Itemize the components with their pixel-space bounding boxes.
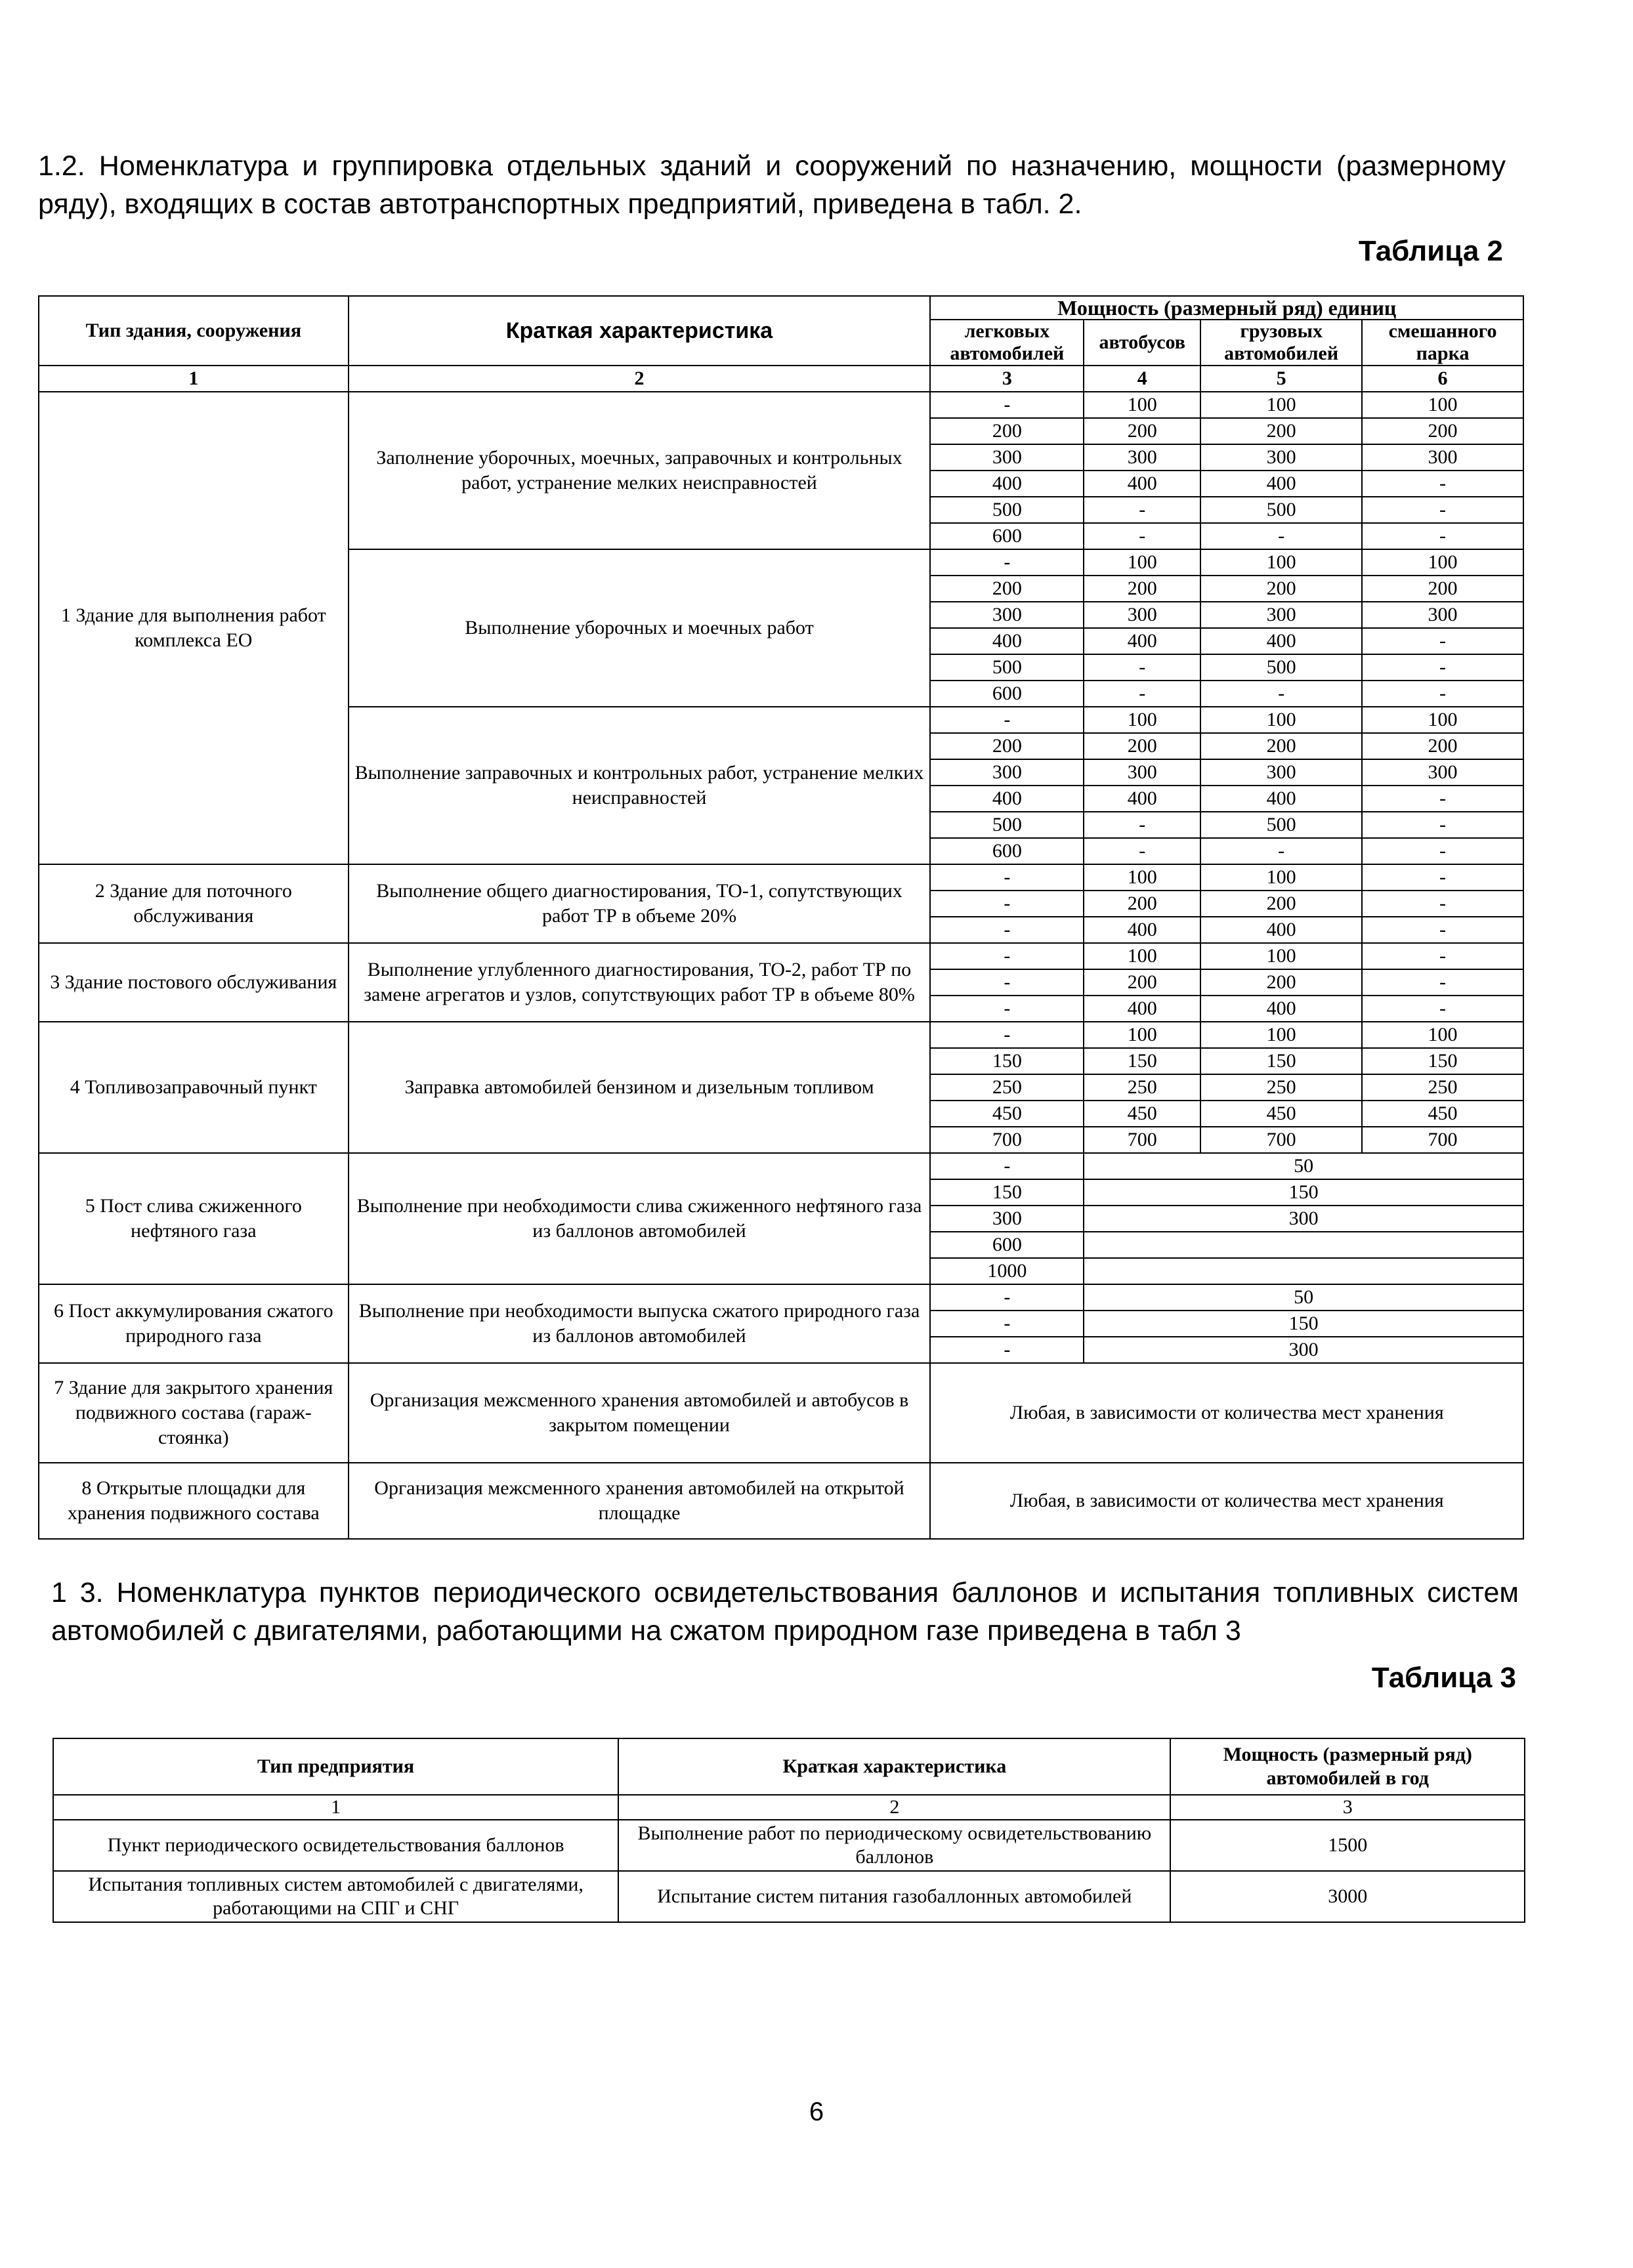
capacity-value: 1500 — [1170, 1820, 1525, 1871]
capacity-value: - — [1084, 681, 1200, 707]
characteristic: Выполнение при необходимости выпуска сжатого природного газа из баллонов автомобилей — [349, 1284, 931, 1363]
col-number: 5 — [1200, 366, 1362, 392]
capacity-value: 400 — [1200, 786, 1362, 812]
capacity-value: 250 — [1362, 1074, 1523, 1101]
table-3 — [53, 1738, 1525, 1923]
capacity-value: - — [1362, 812, 1523, 838]
capacity-value: - — [930, 891, 1084, 917]
capacity-value: - — [930, 1022, 1084, 1048]
capacity-value: - — [930, 969, 1084, 996]
capacity-value: 200 — [1084, 576, 1200, 602]
capacity-value: 150 — [1362, 1048, 1523, 1074]
capacity-value: 300 — [1362, 444, 1523, 471]
table-row — [39, 1463, 1523, 1539]
capacity-value: 450 — [1200, 1101, 1362, 1127]
capacity-value: 100 — [1200, 707, 1362, 733]
table-row — [39, 1284, 1523, 1311]
header-enterprise-type: Тип предприятия — [53, 1738, 618, 1795]
capacity-value: - — [930, 943, 1084, 969]
capacity-value: 200 — [1362, 576, 1523, 602]
capacity-value: 400 — [1084, 917, 1200, 943]
capacity-value: 150 — [1084, 1048, 1200, 1074]
characteristic: Заполнение уборочных, моечных, заправочных и контрольных работ, устранение мелких неисправностей — [349, 392, 931, 549]
capacity-value: - — [1200, 523, 1362, 549]
capacity-value: 100 — [1362, 392, 1523, 418]
capacity-value: 400 — [1084, 471, 1200, 497]
table-row — [39, 1153, 1523, 1179]
capacity-value: Любая, в зависимости от количества мест хранения — [930, 1463, 1523, 1539]
capacity-value: 100 — [1084, 864, 1200, 891]
capacity-value: 400 — [930, 471, 1084, 497]
table2-column-numbers — [39, 366, 1523, 392]
building-type: 1 Здание для выполнения работ комплекса ЕО — [39, 392, 349, 864]
characteristic: Выполнение общего диагностирования, ТО-1, сопутствующих работ ТР в объеме 20% — [349, 864, 931, 943]
characteristic: Заправка автомобилей бензином и дизельным топливом — [349, 1022, 931, 1153]
capacity-value: - — [1362, 786, 1523, 812]
capacity-value: 100 — [1200, 943, 1362, 969]
col-number: 1 — [39, 366, 349, 392]
capacity-value: 200 — [1084, 733, 1200, 759]
capacity-value: 200 — [1084, 969, 1200, 996]
capacity-value: - — [1200, 681, 1362, 707]
capacity-value: 500 — [930, 654, 1084, 681]
building-type: 8 Открытые площадки для хранения подвижного состава — [39, 1463, 349, 1539]
capacity-value: - — [930, 1311, 1084, 1337]
capacity-value: 700 — [1084, 1127, 1200, 1153]
header-buses: автобусов — [1084, 320, 1200, 366]
characteristic: Выполнение заправочных и контрольных работ, устранение мелких неисправностей — [349, 707, 931, 864]
table-row — [39, 1022, 1523, 1048]
capacity-value: 200 — [1362, 733, 1523, 759]
capacity-value: 200 — [1084, 891, 1200, 917]
capacity-value: - — [930, 1337, 1084, 1363]
characteristic: Выполнение при необходимости слива сжиженного нефтяного газа из баллонов автомобилей — [349, 1153, 931, 1284]
header-characteristic: Краткая характеристика — [618, 1738, 1170, 1795]
enterprise-type: Пункт периодического освидетельствования баллонов — [53, 1820, 618, 1871]
capacity-value: 200 — [1200, 969, 1362, 996]
col-number: 2 — [349, 366, 931, 392]
capacity-value: - — [930, 917, 1084, 943]
capacity-value: 50 — [1084, 1284, 1523, 1311]
capacity-value: 600 — [930, 681, 1084, 707]
header-capacity: Мощность (размерный ряд) единиц — [930, 296, 1523, 320]
capacity-value — [1084, 1232, 1523, 1258]
capacity-value: 150 — [1084, 1179, 1523, 1206]
capacity-value: 100 — [1200, 864, 1362, 891]
capacity-value: 100 — [1084, 392, 1200, 418]
capacity-value: - — [930, 1284, 1084, 1311]
capacity-value: 300 — [1362, 759, 1523, 786]
header-capacity: Мощность (размерный ряд) автомобилей в год — [1170, 1738, 1525, 1795]
capacity-value: 450 — [1084, 1101, 1200, 1127]
capacity-value: - — [1362, 523, 1523, 549]
capacity-value: 300 — [930, 1206, 1084, 1232]
table-row — [53, 1871, 1525, 1922]
capacity-value: 500 — [1200, 654, 1362, 681]
capacity-value: 100 — [1362, 707, 1523, 733]
building-type: 6 Пост аккумулирования сжатого природного газа — [39, 1284, 349, 1363]
capacity-value: - — [1084, 523, 1200, 549]
capacity-value: 1000 — [930, 1258, 1084, 1284]
building-type: 3 Здание постового обслуживания — [39, 943, 349, 1022]
capacity-value: 400 — [930, 628, 1084, 654]
capacity-value: 200 — [930, 576, 1084, 602]
capacity-value: - — [1362, 838, 1523, 864]
capacity-value: 600 — [930, 523, 1084, 549]
capacity-value: - — [1084, 812, 1200, 838]
characteristic: Выполнение уборочных и моечных работ — [349, 549, 931, 707]
capacity-value: 400 — [1200, 917, 1362, 943]
col-number: 3 — [1170, 1795, 1525, 1820]
capacity-value: - — [1362, 996, 1523, 1022]
capacity-value: - — [930, 707, 1084, 733]
capacity-value: 600 — [930, 838, 1084, 864]
characteristic: Организация межсменного хранения автомобилей на открытой площадке — [349, 1463, 931, 1539]
capacity-value: 100 — [1084, 707, 1200, 733]
capacity-value: 3000 — [1170, 1871, 1525, 1922]
header-cars: легковых автомобилей — [930, 320, 1084, 366]
capacity-value: 500 — [930, 497, 1084, 523]
table-row — [39, 943, 1523, 969]
building-type: 7 Здание для закрытого хранения подвижного состава (гараж-стоянка) — [39, 1363, 349, 1463]
capacity-value: - — [1084, 838, 1200, 864]
capacity-value: 400 — [1084, 996, 1200, 1022]
capacity-value: 250 — [1200, 1074, 1362, 1101]
table-2 — [38, 295, 1524, 1540]
capacity-value: 400 — [930, 786, 1084, 812]
capacity-value: - — [930, 549, 1084, 576]
header-type: Тип здания, сооружения — [39, 296, 349, 366]
capacity-value: - — [1362, 943, 1523, 969]
intro-paragraph: 1.2. Номенклатура и группировка отдельных зданий и сооружений по назначению, мощности (размерному ряду), входящих в состав автотранспортных предприятий, приведена в табл. 2. — [38, 150, 1506, 220]
capacity-value: 700 — [930, 1127, 1084, 1153]
capacity-value: 450 — [1362, 1101, 1523, 1127]
capacity-value: 700 — [1200, 1127, 1362, 1153]
table2-header-row-1 — [39, 296, 1523, 320]
header-trucks: грузовых автомобилей — [1200, 320, 1362, 366]
header-mixed: смешанного парка — [1362, 320, 1523, 366]
capacity-value: 400 — [1200, 471, 1362, 497]
capacity-value: 300 — [1084, 602, 1200, 628]
capacity-value: 200 — [1200, 891, 1362, 917]
col-number: 6 — [1362, 366, 1523, 392]
capacity-value: 600 — [930, 1232, 1084, 1258]
capacity-value: 500 — [1200, 497, 1362, 523]
capacity-value: 700 — [1362, 1127, 1523, 1153]
capacity-value: - — [1084, 654, 1200, 681]
capacity-value: - — [1362, 628, 1523, 654]
characteristic: Выполнение работ по периодическому освидетельствованию баллонов — [618, 1820, 1170, 1871]
characteristic: Испытание систем питания газобаллонных автомобилей — [618, 1871, 1170, 1922]
capacity-value: - — [930, 864, 1084, 891]
table-row — [39, 392, 1523, 418]
capacity-value: 300 — [930, 602, 1084, 628]
capacity-value: 50 — [1084, 1153, 1523, 1179]
capacity-value: - — [1362, 471, 1523, 497]
capacity-value: 300 — [1084, 444, 1200, 471]
capacity-value: Любая, в зависимости от количества мест хранения — [930, 1363, 1523, 1463]
capacity-value: - — [1362, 917, 1523, 943]
table2-caption: Таблица 2 — [1358, 235, 1503, 267]
capacity-value: - — [1362, 497, 1523, 523]
capacity-value: - — [930, 392, 1084, 418]
capacity-value: 300 — [930, 444, 1084, 471]
table3-column-numbers — [53, 1795, 1525, 1820]
capacity-value: 400 — [1200, 996, 1362, 1022]
capacity-value: 300 — [1084, 1337, 1523, 1363]
table-row — [53, 1820, 1525, 1871]
capacity-value: 250 — [930, 1074, 1084, 1101]
page-number: 6 — [809, 2097, 824, 2126]
capacity-value: 100 — [1200, 392, 1362, 418]
capacity-value: 100 — [1200, 1022, 1362, 1048]
capacity-value: 200 — [1084, 418, 1200, 444]
capacity-value: - — [1084, 497, 1200, 523]
col-number: 3 — [930, 366, 1084, 392]
capacity-value: - — [1362, 654, 1523, 681]
building-type: 4 Топливозаправочный пункт — [39, 1022, 349, 1153]
capacity-value: 200 — [1200, 733, 1362, 759]
capacity-value: 150 — [930, 1179, 1084, 1206]
capacity-value: - — [930, 1153, 1084, 1179]
capacity-value: 300 — [1200, 759, 1362, 786]
capacity-value: 300 — [1084, 1206, 1523, 1232]
capacity-value: 400 — [1084, 786, 1200, 812]
characteristic: Организация межсменного хранения автомобилей и автобусов в закрытом помещении — [349, 1363, 931, 1463]
capacity-value: 300 — [930, 759, 1084, 786]
capacity-value: - — [1362, 864, 1523, 891]
col-number: 2 — [618, 1795, 1170, 1820]
capacity-value: 450 — [930, 1101, 1084, 1127]
capacity-value: 400 — [1084, 628, 1200, 654]
capacity-value — [1084, 1258, 1523, 1284]
characteristic: Выполнение углубленного диагностирования, ТО-2, работ ТР по замене агрегатов и узлов, сопутствующих работ ТР в объеме 80% — [349, 943, 931, 1022]
capacity-value: - — [1200, 838, 1362, 864]
capacity-value: 100 — [1362, 549, 1523, 576]
capacity-value: 500 — [930, 812, 1084, 838]
building-type: 2 Здание для поточного обслуживания — [39, 864, 349, 943]
col-number: 1 — [53, 1795, 618, 1820]
table3-header-row — [53, 1738, 1525, 1795]
capacity-value: 300 — [1200, 444, 1362, 471]
capacity-value: - — [1362, 969, 1523, 996]
capacity-value: 200 — [1200, 576, 1362, 602]
capacity-value: 200 — [1200, 418, 1362, 444]
enterprise-type: Испытания топливных систем автомобилей с двигателями, работающими на СПГ и СНГ — [53, 1871, 618, 1922]
capacity-value: 100 — [1084, 1022, 1200, 1048]
capacity-value: 100 — [1084, 549, 1200, 576]
capacity-value: 300 — [1084, 759, 1200, 786]
building-type: 5 Пост слива сжиженного нефтяного газа — [39, 1153, 349, 1284]
col-number: 4 — [1084, 366, 1200, 392]
capacity-value: 150 — [1084, 1311, 1523, 1337]
table-row — [39, 1363, 1523, 1463]
table3-intro-paragraph: 1 3. Номенклатура пунктов периодического освидетельствования баллонов и испытания топливных систем автомобилей с двигателями, работающими на сжатом природном газе приведена в табл 3 — [51, 1577, 1519, 1647]
header-characteristic: Краткая характеристика — [349, 296, 931, 366]
capacity-value: 500 — [1200, 812, 1362, 838]
capacity-value: 400 — [1200, 628, 1362, 654]
capacity-value: 300 — [1200, 602, 1362, 628]
capacity-value: - — [1362, 681, 1523, 707]
table-row — [39, 864, 1523, 891]
capacity-value: 200 — [1362, 418, 1523, 444]
capacity-value: 200 — [930, 418, 1084, 444]
table3-caption: Таблица 3 — [1371, 1662, 1516, 1694]
capacity-value: 100 — [1362, 1022, 1523, 1048]
capacity-value: 150 — [930, 1048, 1084, 1074]
capacity-value: 300 — [1362, 602, 1523, 628]
capacity-value: 100 — [1200, 549, 1362, 576]
capacity-value: 250 — [1084, 1074, 1200, 1101]
capacity-value: 100 — [1084, 943, 1200, 969]
capacity-value: 150 — [1200, 1048, 1362, 1074]
capacity-value: 200 — [930, 733, 1084, 759]
capacity-value: - — [930, 996, 1084, 1022]
capacity-value: - — [1362, 891, 1523, 917]
